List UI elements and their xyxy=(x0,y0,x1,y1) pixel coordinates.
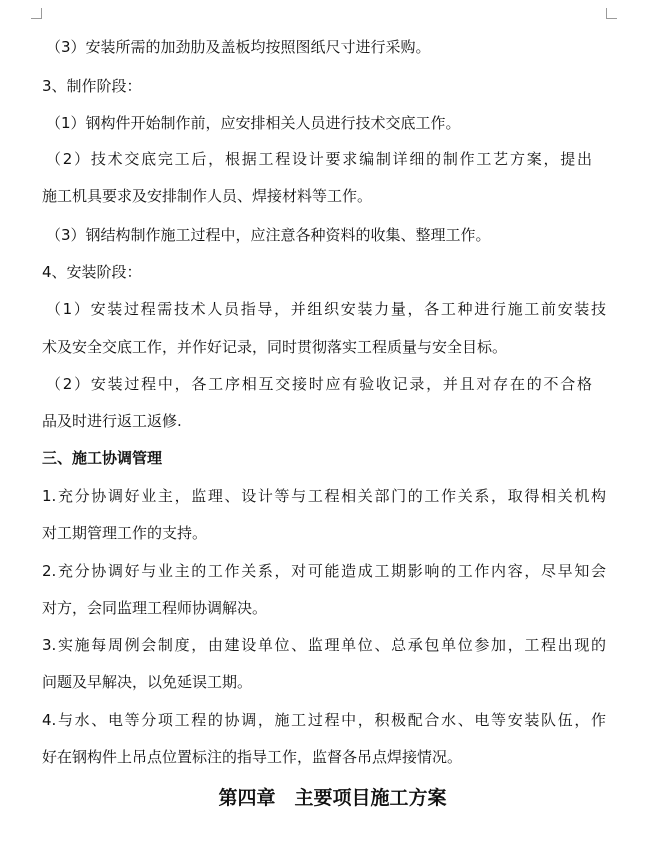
text-line: 品及时进行返工返修. xyxy=(42,412,182,430)
page-corner-mark-top-left xyxy=(31,8,42,19)
chapter-title: 第四章 主要项目施工方案 xyxy=(218,787,447,809)
text-line: （1）钢构件开始制作前，应安排相关人员进行技术交底工作。 xyxy=(46,114,461,132)
text-line: 施工机具要求及安排制作人员、焊接材料等工作。 xyxy=(42,187,373,205)
section-heading-fabrication: 3、制作阶段： xyxy=(42,77,142,95)
text-line: （2）安装过程中，各工序相互交接时应有验收记录，并且对存在的不合格 xyxy=(46,375,592,393)
text-line: 对工期管理工作的支持。 xyxy=(42,524,208,542)
text-line: 1.充分协调好业主，监理、设计等与工程相关部门的工作关系，取得相关机构 xyxy=(42,487,606,505)
text-line: 3.实施每周例会制度，由建设单位、监理单位、总承包单位参加，工程出现的 xyxy=(42,636,606,654)
page-corner-mark-top-right xyxy=(606,8,617,19)
text-line: 好在钢构件上吊点位置标注的指导工作，监督各吊点焊接情况。 xyxy=(42,748,463,766)
text-line: （1）安装过程需技术人员指导，并组织安装力量，各工种进行施工前安装技 xyxy=(46,300,606,318)
text-line: 4.与水、电等分项工程的协调，施工过程中，积极配合水、电等安装队伍，作 xyxy=(42,711,606,729)
section-heading-installation: 4、安装阶段： xyxy=(42,263,142,281)
text-line: 问题及早解决，以免延误工期。 xyxy=(42,673,253,691)
text-line: 2.充分协调好与业主的工作关系，对可能造成工期影响的工作内容，尽早知会 xyxy=(42,562,606,580)
text-line: （3）钢结构制作施工过程中，应注意各种资料的收集、整理工作。 xyxy=(46,226,491,244)
text-line: 术及安全交底工作，并作好记录，同时贯彻落实工程质量与安全目标。 xyxy=(42,338,508,356)
section-heading-coordination: 三、施工协调管理 xyxy=(42,449,163,467)
text-line: （2）技术交底完工后，根据工程设计要求编制详细的制作工艺方案，提出 xyxy=(46,150,592,168)
text-line: （3）安装所需的加劲肋及盖板均按照图纸尺寸进行采购。 xyxy=(46,38,431,56)
text-line: 对方，会同监理工程师协调解决。 xyxy=(42,599,268,617)
